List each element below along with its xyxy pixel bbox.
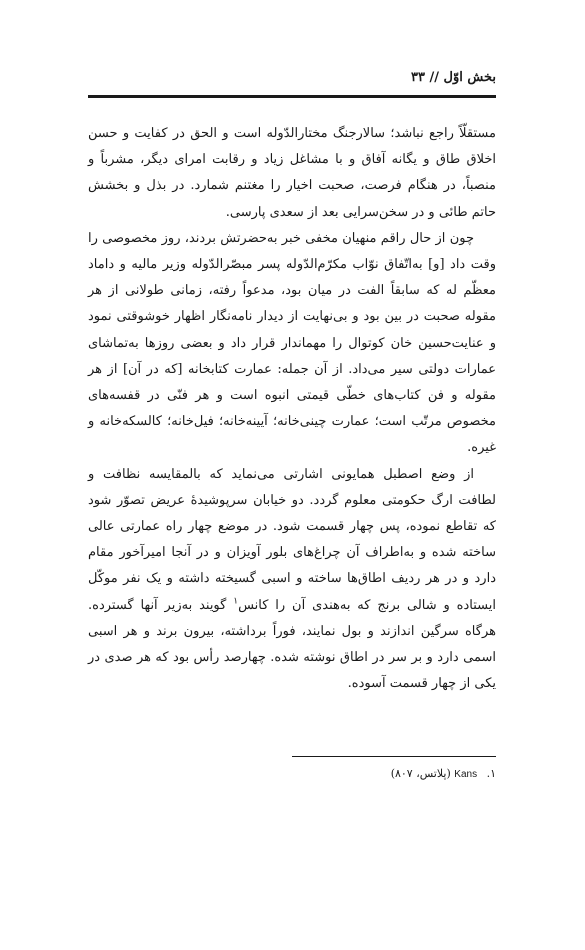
footnote-term: Kans xyxy=(454,769,478,780)
footnote-number: ۱. xyxy=(486,767,496,780)
footnote-reference[interactable]: ۱ xyxy=(233,596,239,607)
footnote-source: (پلاتس، ۸۰۷) xyxy=(390,767,451,780)
footnote-rule xyxy=(292,756,496,757)
paragraph-3-text-a: از وضع اصطبل همایونی اشارتی می‌نماید که بالمقایسه نظافت و لطافت ارگ حکومتی معلوم گردد. دو خیابان سرپوشیدهٔ عریض تصوّر شود که تقاطع نموده، پس چهار قسمت شود. در موضع چهار راه عمارتی عالی ساخته شده و به‌اطراف آن چراغ‌های بلور آویزان و در آنجا امیرآخور مقام دارد و در هر ردیف اطاق‌ها ساخته و اسبی گسیخته داشته و یک نفر موکّل ایستاده و شالی برنج که به‌هندی آن را کانس xyxy=(88,466,496,613)
footnote xyxy=(292,764,496,785)
paragraph-3-text-b: گویند به‌زیر آنها گسترده. هرگاه سرگین اندازند و بول نمایند، فوراً برداشته، بیرون برند و هر اسبی اسمی دارد و بر سر در اطاق نوشته شده. چهارصد رأس بود که هر صدی در یکی از چهار قسمت آسوده. xyxy=(88,597,496,692)
paragraph-1: مستقلّاً راجع نباشد؛ سالارجنگ مختارالدّوله است و الحق در کفایت و حسن اخلاق طاق و یگانه آفاق و با مشاغل زیاد و رقابت امرای دیگر، مشرباً و منصباً، در هنگام فرصت، صحبت اخیار را مغتنم شمارد. در بذل و بخشش حاتم طائی و در سخن‌سرایی بعد از سعدی پارسی. xyxy=(88,126,496,220)
body-text xyxy=(88,121,496,697)
running-title: بخش اوّل // ۳۳ xyxy=(411,70,496,85)
paragraph-2: چون از حال راقم منهیان مخفی خبر به‌حضرتش بردند، روز مخصوصی را وقت داد [و] به‌اتّفاق نوّاب مکرّم‌الدّوله پسر مبصّرالدّوله وزیر مالیه و داماد معظّم له که سابقاً الفت در میان بود، مدعواً رفته، زمانی طولانی از هر مقوله صحبت در بین بود و بی‌نهایت از دیدار نامه‌نگار اظهار خوشوقتی نمود و عنایت‌حسین خان کوتوال را مهماندار قرار داد و بعضی روزها به‌تماشای عمارات دولتی سیر می‌داد. از آن جمله: عمارت کتابخانه [که در آن] از هر مقوله و فن کتاب‌های خطّی قیمتی انبوه است و هر فنّی در قفسه‌های مخصوص مرتّب است؛ عمارت چینی‌خانه؛ آیینه‌خانه؛ فیل‌خانه؛ کالسکه‌خانه و غیره. xyxy=(88,230,496,456)
running-header xyxy=(88,66,496,90)
paragraph-3 xyxy=(88,462,496,698)
header-rule xyxy=(88,95,496,98)
